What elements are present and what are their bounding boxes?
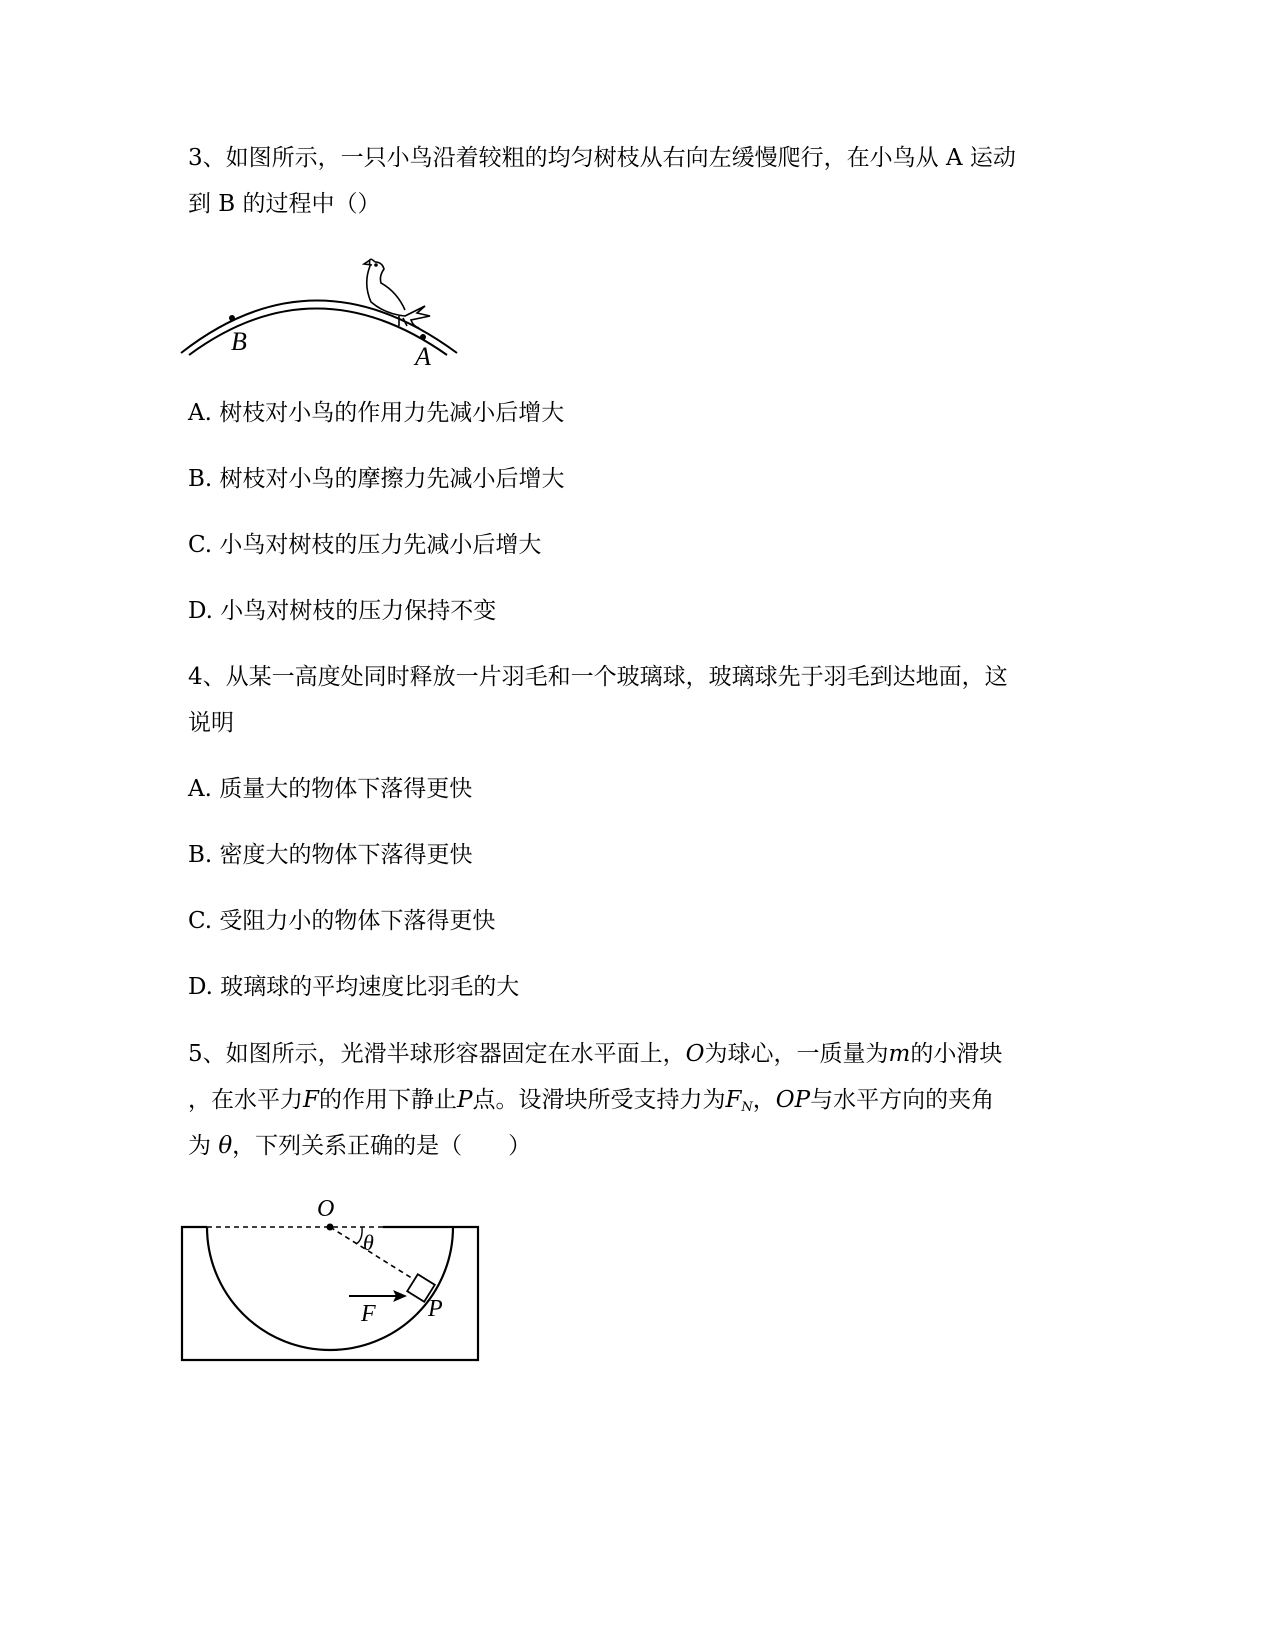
point-b-dot [229, 315, 235, 321]
q5-text: ， [752, 1087, 776, 1113]
symbol-p: P [456, 1087, 473, 1113]
symbol-op: OP [775, 1087, 811, 1113]
angle-theta-arc [356, 1227, 362, 1244]
q5-text: ，在水平力 [188, 1087, 303, 1113]
label-p: P [428, 1296, 443, 1322]
label-b: B [231, 327, 247, 356]
q3-option-b: B. 树枝对小鸟的摩擦力先减小后增大 [188, 466, 565, 492]
label-theta: θ [363, 1230, 374, 1255]
q4-option-d: D. 玻璃球的平均速度比羽毛的大 [188, 974, 520, 1000]
q4-option-a: A. 质量大的物体下落得更快 [188, 776, 473, 802]
q3-figure-bird-on-branch [175, 250, 475, 375]
symbol-o: O [685, 1041, 705, 1067]
radius-op-dashed [330, 1227, 418, 1282]
q4-stem-line2: 说明 [188, 710, 234, 736]
symbol-theta: θ [218, 1133, 233, 1159]
q4-option-b: B. 密度大的物体下落得更快 [188, 842, 473, 868]
q5-text: 为球心，一质量为 [704, 1041, 889, 1067]
q5-text: 与水平方向的夹角 [810, 1087, 995, 1113]
symbol-fn: F [725, 1087, 742, 1113]
q4-option-c: C. 受阻力小的物体下落得更快 [188, 908, 496, 934]
q5-stem-line1 [188, 1038, 1002, 1070]
q3-stem-line2: 到 B 的过程中（） [188, 191, 381, 217]
q3-stem-line1: 3、如图所示，一只小鸟沿着较粗的均匀树枝从右向左缓慢爬行，在小鸟从 A 运动 [188, 145, 1016, 171]
q3-option-d: D. 小鸟对树枝的压力保持不变 [188, 598, 497, 624]
label-f: F [361, 1301, 376, 1327]
q5-text: 点。设滑块所受支持力为 [472, 1087, 726, 1113]
label-a: A [415, 342, 431, 371]
label-o: O [317, 1196, 335, 1222]
q5-stem-line3 [188, 1130, 531, 1162]
q5-figure-hemispherical-bowl [175, 1190, 495, 1380]
symbol-f: F [303, 1087, 319, 1113]
q4-stem-line1: 4、从某一高度处同时释放一片羽毛和一个玻璃球，玻璃球先于羽毛到达地面，这 [188, 664, 1008, 690]
q5-stem-line2 [188, 1084, 994, 1124]
point-a-dot [420, 334, 426, 340]
symbol-m: m [888, 1041, 911, 1067]
q5-text: 的小滑块 [910, 1041, 1003, 1067]
q5-text: 的作用下静止 [318, 1087, 457, 1113]
branch-inner-arc [189, 309, 447, 356]
q5-text: ，下列关系正确的是（ ） [232, 1133, 532, 1159]
symbol-fn-subscript: N [741, 1100, 753, 1115]
q5-text: 为 [188, 1133, 219, 1159]
q3-option-a: A. 树枝对小鸟的作用力先减小后增大 [188, 400, 565, 426]
q5-text: 5、如图所示，光滑半球形容器固定在水平面上， [188, 1041, 686, 1067]
q3-option-c: C. 小鸟对树枝的压力先减小后增大 [188, 532, 542, 558]
